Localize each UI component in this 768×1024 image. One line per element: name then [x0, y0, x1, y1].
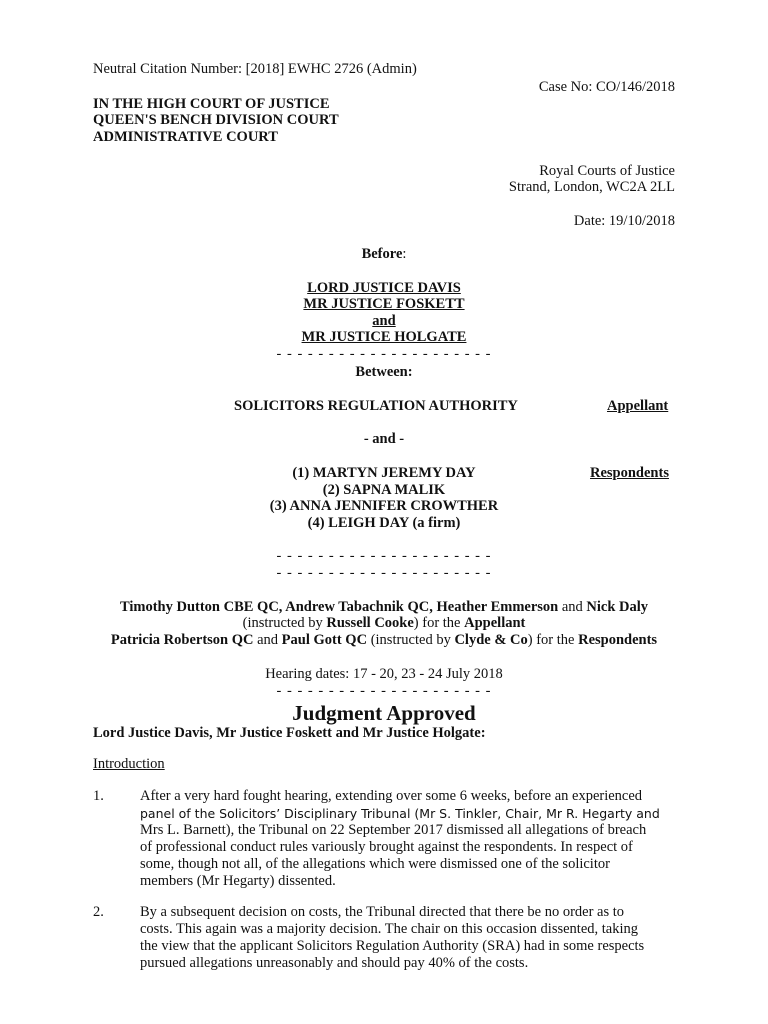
respondent-4: (4) LEIGH DAY (a firm): [307, 515, 461, 531]
judge-2: MR JUSTICE FOSKETT: [303, 296, 465, 312]
paragraph-text: After a very hard fought hearing, extending over some 6 weeks, before an experienced panel of the Solicitors’ Disciplinary Tribunal (Mr S. Tinkler, Chair, Mr R. Hegarty and Mrs L. Barnett), the Tribunal on 22 September 2017 dismissed all allegations of breach of professional conduct rules variously brought against the respondents. In respect of some, though not all, of the allegations which were dismissed one of the solicitor members (Mr Hegarty) dissented.: [140, 788, 660, 889]
separator-line: - - - - - - - - - - - - - - - - - - - - -: [276, 683, 492, 699]
judgment-title: Judgment Approved: [292, 701, 476, 725]
between-label: Between:: [355, 364, 413, 380]
and-separator: - and -: [363, 431, 405, 447]
paragraph-number: 2.: [93, 904, 104, 920]
court-name-line-1: IN THE HIGH COURT OF JUSTICE: [93, 96, 330, 112]
paragraph-text: By a subsequent decision on costs, the Tribunal directed that there be no order as to costs. This again was a majority decision. The chair on this occasion dissented, taking the view that the applicant Solicitors Regulation Authority (SRA) had in some respects pursued allegations unreasonably and should pay 40% of the costs.: [140, 904, 645, 971]
respondent-role: Respondents: [590, 465, 669, 481]
appellant-name: SOLICITORS REGULATION AUTHORITY: [234, 398, 518, 414]
paragraph-number: 1.: [93, 788, 104, 804]
respondent-1: (1) MARTYN JEREMY DAY: [292, 465, 476, 481]
before-label: Before:: [361, 246, 407, 262]
appellant-counsel: Timothy Dutton CBE QC, Andrew Tabachnik QC, Heather Emmerson and Nick Daly: [119, 599, 649, 615]
judge-3: MR JUSTICE HOLGATE: [301, 329, 467, 345]
separator-line: - - - - - - - - - - - - - - - - - - - - -: [276, 565, 492, 581]
address-line-1: Royal Courts of Justice: [539, 163, 675, 179]
hearing-dates: Hearing dates: 17 - 20, 23 - 24 July 2018: [265, 666, 503, 682]
appellant-instruction: (instructed by Russell Cooke) for the Appellant: [242, 615, 526, 631]
judgment-date: Date: 19/10/2018: [573, 213, 675, 229]
separator-line: - - - - - - - - - - - - - - - - - - - - -: [276, 346, 492, 362]
address-line-2: Strand, London, WC2A 2LL: [508, 179, 675, 195]
respondent-2: (2) SAPNA MALIK: [322, 482, 446, 498]
respondent-3: (3) ANNA JENNIFER CROWTHER: [269, 498, 499, 514]
and-word: and: [372, 313, 396, 329]
neutral-citation: Neutral Citation Number: [2018] EWHC 2726 (Admin): [93, 61, 417, 77]
appellant-role: Appellant: [607, 398, 669, 414]
judges-line: Lord Justice Davis, Mr Justice Foskett and Mr Justice Holgate:: [93, 725, 486, 741]
section-heading: Introduction: [93, 756, 165, 772]
judge-1: LORD JUSTICE DAVIS: [307, 280, 461, 296]
respondent-counsel: Patricia Robertson QC and Paul Gott QC (instructed by Clyde & Co) for the Respondents: [110, 632, 658, 648]
court-name-line-3: ADMINISTRATIVE COURT: [93, 129, 278, 145]
case-number: Case No: CO/146/2018: [538, 79, 675, 95]
court-name-line-2: QUEEN'S BENCH DIVISION COURT: [93, 112, 339, 128]
separator-line: - - - - - - - - - - - - - - - - - - - - -: [276, 548, 492, 564]
